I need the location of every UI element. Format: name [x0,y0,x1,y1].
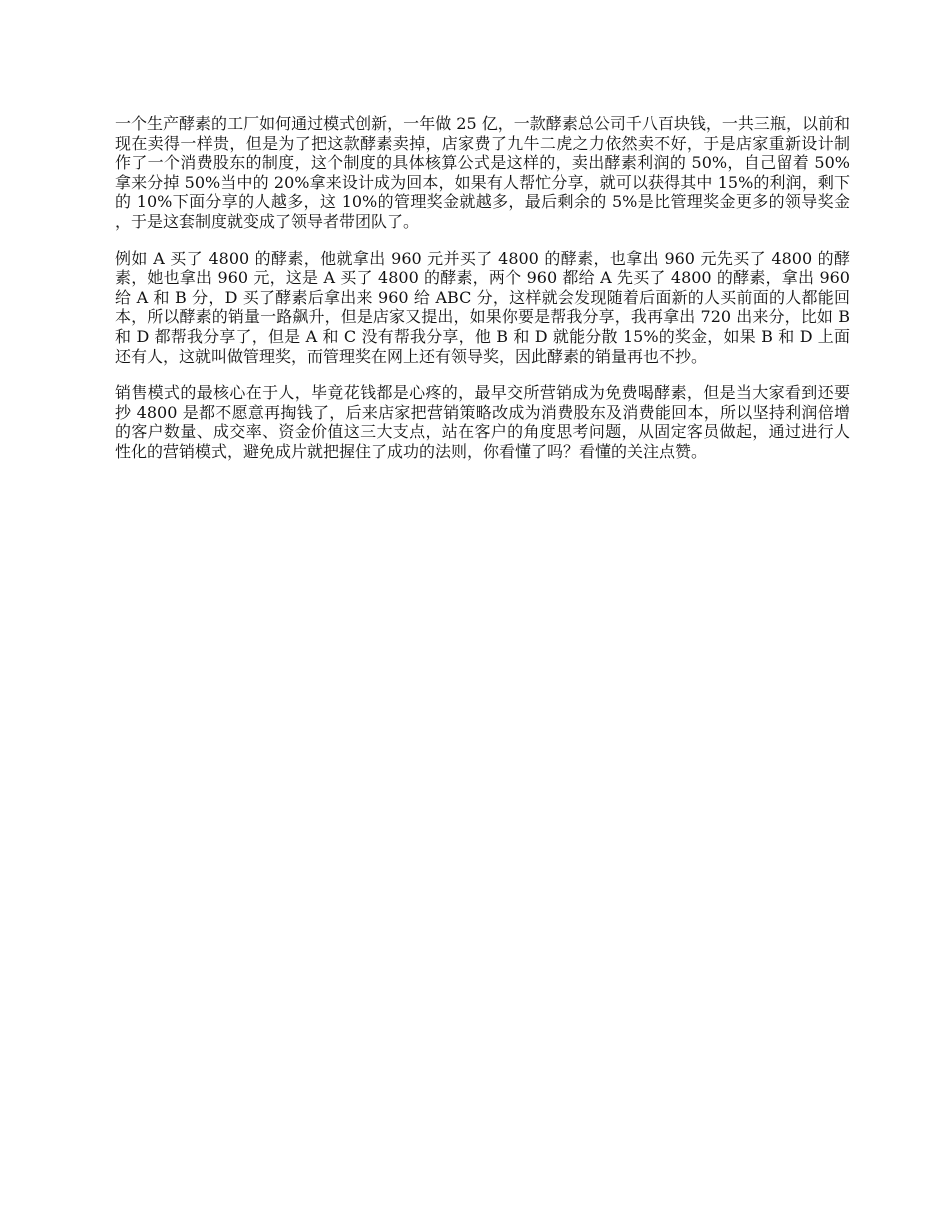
document-body [115,114,850,479]
paragraph-3: 销售模式的最核心在于人，毕竟花钱都是心疼的，最早交所营销成为免费喝酵素，但是当大家看到还要抄 4800 是都不愿意再掏钱了，后来店家把营销策略改成为消费股东及消费能回本，所以坚持利润倍增的客户数量、成交率、资金价值这三大支点，站在客户的角度思考问题，从固定客员做起，通过进行人性化的营销模式，避免成片就把握住了成功的法则，你看懂了吗？看懂的关注点赞。 [115,383,850,461]
paragraph-2: 例如 A 买了 4800 的酵素，他就拿出 960 元并买了 4800 的酵素，也拿出 960 元先买了 4800 的酵素，她也拿出 960 元，这是 A 买了 4800 的酵素，两个 960 都给 A 先买了 4800 的酵素，拿出 960 给 A 和 B 分，D 买了酵素后拿出来 960 给 ABC 分，这样就会发现随着后面新的人买前面的人都能回本，所以酵素的销量一路飙升，但是店家又提出，如果你要是帮我分享，我再拿出 720 出来分，比如 B 和 D 都帮我分享了，但是 A 和 C 没有帮我分享，他 B 和 D 就能分散 15%的奖金，如果 B 和 D 上面还有人，这就叫做管理奖，而管理奖在网上还有领导奖，因此酵素的销量再也不抄。 [115,248,850,366]
paragraph-1: 一个生产酵素的工厂如何通过模式创新，一年做 25 亿，一款酵素总公司千八百块钱，一共三瓶，以前和现在卖得一样贵，但是为了把这款酵素卖掉，店家费了九牛二虎之力依然卖不好，于是店家重新设计制作了一个消费股东的制度，这个制度的具体核算公式是这样的，卖出酵素利润的 50%，自己留着 50%拿来分掉 50%当中的 20%拿来设计成为回本，如果有人帮忙分享，就可以获得其中 15%的利润，剩下的 10%下面分享的人越多，这 10%的管理奖金就越多，最后剩余的 5%是比管理奖金更多的领导奖金，于是这套制度就变成了领导者带团队了。 [115,114,850,231]
